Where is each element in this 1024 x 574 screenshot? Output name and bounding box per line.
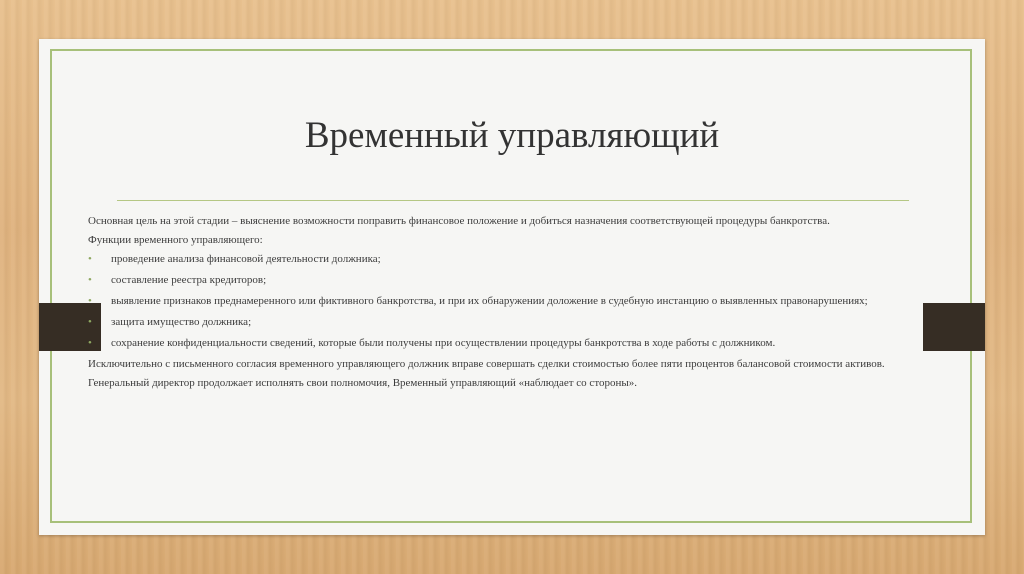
bullet-icon: • xyxy=(88,337,92,349)
bullet-icon: • xyxy=(88,274,92,286)
slide-content xyxy=(88,215,940,396)
director-paragraph: Генеральный директор продолжает исполнять свои полномочия, Временный управляющий «наблюдает со стороны». xyxy=(88,377,638,389)
list-item xyxy=(88,253,940,266)
list-item xyxy=(88,295,940,308)
functions-heading: Функции временного управляющего: xyxy=(88,234,263,246)
title-divider xyxy=(117,200,909,201)
slide xyxy=(39,39,985,535)
list-item-text: выявление признаков преднамеренного или фиктивного банкротства, и при их обнаружении доложение в судебную инстанцию о выявленных правонарушениях; xyxy=(111,295,868,307)
list-item-text: проведение анализа финансовой деятельности должника; xyxy=(111,253,381,265)
list-item-text: составление реестра кредиторов; xyxy=(111,274,267,286)
list-item xyxy=(88,337,940,350)
list-item-text: сохранение конфиденциальности сведений, которые были получены при осуществлении процедуры банкротства в ходе работы с должником. xyxy=(111,337,776,349)
bullet-icon: • xyxy=(88,253,92,265)
exception-paragraph: Исключительно с письменного согласия временного управляющего должник вправе совершать сделки стоимостью более пяти процентов балансовой стоимости активов. xyxy=(88,358,885,370)
slide-title: Временный управляющий xyxy=(304,115,720,156)
functions-list xyxy=(88,253,940,350)
list-item xyxy=(88,274,940,287)
list-item-text: защита имущество должника; xyxy=(111,316,252,328)
list-item xyxy=(88,316,940,329)
intro-paragraph: Основная цель на этой стадии – выяснение возможности поправить финансовое положение и добиться назначения соответствующей процедуры банкротства. xyxy=(88,215,830,227)
bullet-icon: • xyxy=(88,295,92,307)
bullet-icon: • xyxy=(88,316,92,328)
